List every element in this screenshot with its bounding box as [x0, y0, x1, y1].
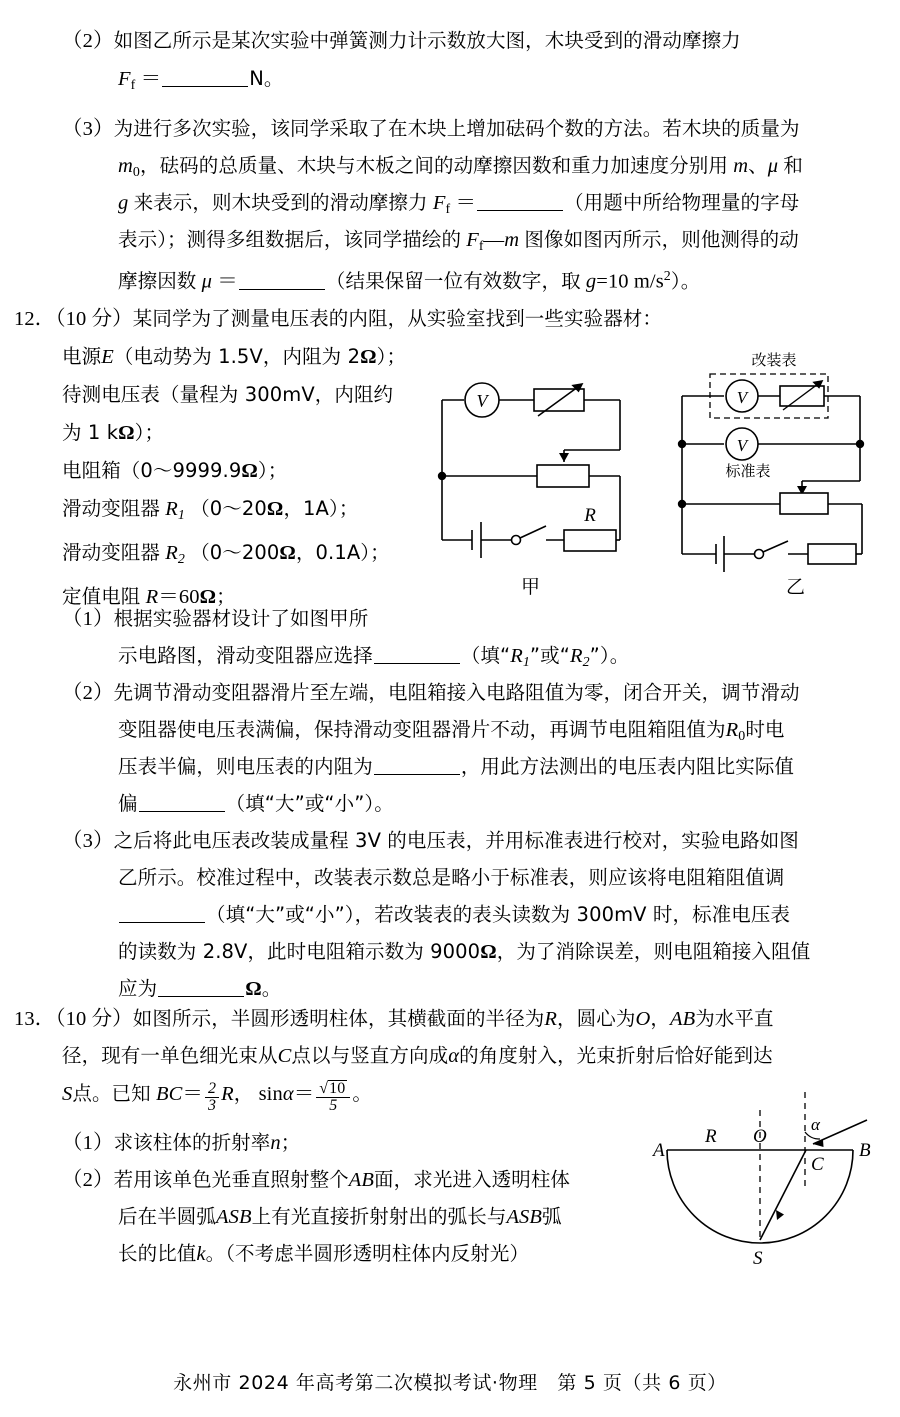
q13-score: （10 分）: [55, 1008, 133, 1030]
q13-part1-marker: （1）: [62, 1132, 114, 1154]
answer-blank-q12-2b[interactable]: [139, 792, 225, 812]
q13-number: 13．: [14, 1008, 56, 1030]
ohm-symbol-6: Ω: [199, 585, 217, 608]
q12-part2-text3b: ，用此方法测出的电压表内阻比实际值: [460, 755, 795, 778]
q12-part3-line1: [62, 822, 799, 860]
q11-Ff-sub3: f: [478, 238, 484, 254]
eq0-a: 电源: [62, 345, 102, 368]
ohm-symbol-8: Ω: [245, 978, 262, 1000]
q11-Ff-var2: F: [432, 192, 446, 214]
q11-m-var: m: [733, 155, 749, 177]
q13-R-var: R: [544, 1008, 558, 1030]
q13-text1: 如图所示，半圆形透明柱体，其横截面的半径为: [132, 1007, 545, 1030]
q11-g-var2: g: [585, 270, 597, 293]
q13-eq1: ＝: [182, 1083, 204, 1105]
q13-k-var: k: [196, 1243, 206, 1265]
q13-part2-line2: [118, 1198, 562, 1236]
q13-S-var: S: [62, 1083, 73, 1105]
voltmeter-glyph-2: V: [736, 388, 748, 407]
q12-part2-text4b: （填“大”或“小”）。: [225, 792, 394, 815]
ohm-symbol-5: Ω: [279, 541, 296, 564]
label-C: C: [811, 1154, 824, 1175]
q11-part3-text4: 表示）；测得多组数据后，该同学描绘的: [118, 228, 462, 251]
eq3-c: ）；: [257, 459, 288, 482]
label-A: A: [653, 1140, 665, 1161]
frac-den-1: 3: [208, 1096, 217, 1114]
q11-m0-var: m: [118, 155, 133, 177]
q12-part2-text2b: 时电: [745, 718, 785, 741]
q11-g-val: =10 m/s: [596, 270, 664, 293]
q12-part2-text2: 变阻器使电压表满偏，保持滑动变阻器滑片不动，再调节电阻箱阻值为: [118, 718, 726, 741]
q13-n-var: n: [270, 1132, 281, 1154]
q12-part3-text1: 之后将此电压表改装成量程 3V 的电压表，并用标准表进行校对，实验电路如图: [113, 829, 799, 852]
q11-g-exp: 2: [663, 269, 671, 284]
circuit-diagram-yi: [662, 348, 884, 576]
q11-part3-text5: 摩擦因数: [118, 269, 197, 293]
eq4-b: （0～20: [190, 497, 267, 520]
q13-ASB-var2: ASB: [506, 1206, 543, 1228]
voltmeter-glyph-1: V: [476, 391, 488, 411]
q13-part2-text3: 长的比值: [118, 1242, 197, 1265]
q13-line2: [62, 1037, 773, 1075]
answer-blank-q11-2[interactable]: [162, 67, 248, 87]
q11-Ff-sub: f: [130, 77, 136, 93]
q11-unit: N。: [249, 67, 284, 90]
label-O: O: [753, 1126, 767, 1147]
q13-eq2: ＝: [293, 1083, 315, 1105]
q13-alpha-var: α: [448, 1045, 460, 1067]
q11-and1: 和: [783, 154, 803, 177]
eq4-a: 滑动变阻器: [62, 497, 161, 520]
q11-mu-var: μ: [767, 155, 779, 177]
q11-mu-var2: μ: [201, 270, 213, 293]
eq6-a: 定值电阻: [62, 584, 141, 608]
q12-number: 12．: [14, 308, 56, 330]
answer-blank-q12-1[interactable]: [374, 644, 460, 664]
q12-part2-marker: （2）: [62, 682, 114, 704]
ohm-symbol-2: Ω: [118, 422, 135, 444]
eq5-a: 滑动变阻器: [62, 540, 161, 564]
q13-part1-text: 求该柱体的折射率: [113, 1131, 271, 1154]
page-footer: 永州市 2024 年高考第二次模拟考试·物理 第 5 页（共 6 页）: [173, 1372, 727, 1394]
q13-text2b: 点以与竖直方向成: [291, 1044, 449, 1067]
q11-part3-line1: [62, 110, 800, 148]
q13-O-var: O: [635, 1008, 651, 1030]
q13-part1: [62, 1124, 300, 1162]
q12-equipment-list: [62, 338, 406, 616]
equipment-item-5: [62, 534, 406, 578]
q11-Ff-sub2: f: [445, 201, 451, 217]
equipment-item-2: [62, 414, 406, 452]
q11-m0-sub: 0: [132, 164, 140, 180]
eq2-a: 为 1 k: [62, 421, 119, 444]
q11-Ff-var3: F: [466, 229, 479, 251]
q12-part3-marker: （3）: [62, 830, 114, 852]
eq0-var: E: [101, 346, 114, 368]
q13-period: 。: [352, 1082, 372, 1105]
q11-eq: ＝: [140, 68, 162, 90]
q13-ASB-var: ASB: [216, 1206, 252, 1228]
eq3-a: 电阻箱（0～9999.9: [62, 459, 242, 482]
q12-stem-text: 某同学为了测量电压表的内阻，从实验室找到一些实验器材：: [132, 307, 662, 330]
q13-alpha-var2: α: [282, 1083, 294, 1105]
q12-part3-text4b: ，为了消除误差，则电阻箱接入阻值: [496, 940, 811, 963]
q13-part2-marker: （2）: [62, 1169, 114, 1191]
label-R: R: [705, 1126, 717, 1147]
q11-part2-marker: （2）: [62, 30, 114, 52]
q12-R2-sub: 2: [582, 654, 590, 670]
q11-part2-line1: [62, 22, 741, 60]
ohm-symbol-4: Ω: [266, 498, 284, 520]
voltmeter-glyph-3: V: [736, 436, 748, 455]
fraction-sqrt10-5: [316, 1080, 350, 1115]
equipment-item-0: [62, 338, 406, 376]
q12-part1-marker: （1）: [62, 608, 114, 630]
frac-num-1: 2: [205, 1081, 219, 1098]
label-alpha: α: [811, 1115, 820, 1134]
q11-eq3: ＝: [217, 270, 238, 293]
eq0-c: ）；: [376, 345, 407, 368]
answer-blank-q11-3b[interactable]: [239, 270, 325, 290]
q13-comma2: ，: [233, 1082, 254, 1105]
q12-part2-text4: 偏: [118, 792, 138, 815]
figure-caption-jia: 甲: [521, 576, 541, 598]
q12-part1-text2: 示电路图，滑动变阻器应选择: [118, 644, 373, 667]
q12-R1-var: R: [510, 645, 523, 667]
q12-part3-line3: [118, 896, 790, 934]
q13-sin: sin: [258, 1083, 283, 1105]
q12-R0-sub: 0: [738, 728, 746, 744]
q11-Ff-var: F: [118, 68, 131, 90]
q13-part2-text2c: 弧: [542, 1205, 562, 1228]
q13-part2-line1: [62, 1161, 570, 1199]
q11-part3-line5: [118, 258, 700, 301]
fraction-2-3: [205, 1081, 219, 1115]
eq6-b: ＝60: [158, 585, 200, 608]
label-S: S: [753, 1248, 763, 1269]
q11-part3-marker: （3）: [62, 118, 114, 140]
eq5-b: （0～200: [190, 540, 280, 564]
eq1-a: 待测电压表（量程为 300mV，内阻约: [62, 383, 394, 406]
q11-part3-note: （用题中所给物理量的字母: [564, 191, 800, 214]
q12-part3-text5: 应为: [118, 977, 158, 1000]
eq2-c: ）；: [134, 421, 165, 444]
q12-part2-text1: 先调节滑动变阻器滑片至左端，电阻箱接入电路阻值为零，闭合开关，调节滑动: [113, 681, 800, 704]
q13-comma1: ，: [650, 1007, 670, 1030]
q12-part3-line2: [118, 859, 784, 897]
eq5-var: R: [165, 541, 178, 564]
q13-part2-text1: 若用该单色光垂直照射整个: [113, 1168, 349, 1191]
circuit-diagram-jia: [424, 358, 639, 573]
ohm-symbol-7: Ω: [480, 941, 497, 963]
q12-or: ”或“: [529, 644, 570, 667]
q13-part2-text1b: 面，求光进入透明柱体: [374, 1168, 571, 1191]
q12-R1-sub: 1: [522, 654, 530, 670]
answer-blank-q12-2a[interactable]: [374, 755, 460, 775]
q13-text3: 点。已知: [72, 1082, 151, 1105]
q13-line1: [14, 1000, 774, 1038]
q11-part2-text: 如图乙所示是某次实验中弹簧测力计示数放大图，木块受到的滑动摩擦力: [113, 29, 741, 52]
q13-part1-semicolon: ；: [280, 1131, 301, 1154]
eq0-b: （电动势为 1.5V，内阻为 2: [113, 345, 361, 368]
label-B: B: [859, 1140, 871, 1161]
q12-part2-line1: [62, 674, 800, 712]
eq5-c: ，0.1A）；: [295, 540, 390, 564]
q13-line3: [62, 1074, 372, 1114]
q12-R0-var: R: [725, 719, 739, 741]
q13-part2-line3: [118, 1235, 529, 1273]
q12-part1-fill-close: ”）。: [589, 644, 630, 667]
q13-part2-text3b: 。（不考虑半圆形透明柱体内反射光）: [205, 1242, 530, 1265]
figure-caption-yi: 乙: [786, 576, 806, 598]
q12-part3-text3: （填“大”或“小”），若改装表的表头读数为 300mV 时，标准电压表: [206, 903, 791, 926]
equipment-item-4: [62, 490, 406, 534]
answer-blank-q12-3a[interactable]: [119, 903, 205, 923]
frac-den-2: 5: [329, 1096, 338, 1114]
q11-g-var: g: [118, 192, 129, 214]
q11-part3-text4b: 图像如图丙所示，则他测得的动: [524, 228, 799, 251]
eq6-c: ；: [216, 584, 236, 608]
q13-BC-var: BC: [156, 1083, 183, 1105]
q11-part3-text1: 为进行多次实验，该同学采取了在木块上增加砝码个数的方法。若木块的质量为: [113, 117, 800, 140]
sqrt-radicand: 10: [329, 1079, 346, 1097]
q13-text2: 径，现有一单色细光束从: [62, 1044, 278, 1067]
q12-part2-line3: [118, 748, 794, 786]
q12-R2-var: R: [569, 645, 583, 667]
q13-part2-text2b: 上有光直接折射射出的弧长与: [251, 1205, 507, 1228]
q12-part2-line4: [118, 785, 394, 823]
resistor-label-R: R: [584, 505, 596, 526]
q12-part1-fill-open: （填“: [460, 644, 511, 667]
q13-C-var: C: [277, 1045, 292, 1067]
q11-part3-text2: ，砝码的总质量、木块与木板之间的动摩擦因数和重力加速度分别用: [139, 154, 728, 177]
q13-AB-var2: AB: [348, 1169, 375, 1191]
frac-num-2: √10: [316, 1080, 350, 1098]
answer-blank-q12-3b[interactable]: [158, 977, 244, 997]
q11-sep1: 、: [748, 154, 768, 177]
q12-stem-line: [14, 300, 662, 338]
label-standard-meter: 标准表: [725, 462, 771, 480]
q13-part2-text2: 后在半圆弧: [118, 1205, 217, 1228]
q12-part3-text4: 的读数为 2.8V，此时电阻箱示数为 9000: [118, 940, 481, 963]
q11-dash: —: [483, 229, 505, 251]
q12-part3-text5b: 。: [261, 977, 282, 1000]
q11-part2-formula: [118, 60, 284, 104]
equipment-item-3: [62, 452, 406, 490]
q11-m-var2: m: [504, 229, 520, 251]
q13-text1d: 为水平直: [695, 1007, 774, 1030]
q12-part2-text3: 压表半偏，则电压表的内阻为: [118, 755, 373, 778]
q11-part3-text3: 来表示，则木块受到的滑动摩擦力: [133, 191, 428, 214]
q13-text1b: ，圆心为: [557, 1007, 636, 1030]
q12-part3-line4: [118, 933, 810, 971]
eq4-sub: 1: [177, 507, 185, 523]
q11-part3-text5b: （结果保留一位有效数字，取: [325, 269, 581, 293]
q12-part1-text1: 根据实验器材设计了如图甲所: [113, 607, 369, 630]
q13-text2c: 的角度射入，光束折射后恰好能到达: [459, 1044, 773, 1067]
ohm-symbol-3: Ω: [241, 460, 258, 482]
q13-AB-var: AB: [669, 1008, 696, 1030]
q11-part3-end: ）。: [670, 269, 701, 293]
eq6-var: R: [145, 585, 159, 608]
label-modified-meter: 改装表: [751, 351, 797, 369]
q12-part1-line1: [62, 600, 368, 638]
eq4-var: R: [165, 498, 178, 520]
q11-eq2: ＝: [455, 192, 477, 214]
q12-part3-text2: 乙所示。校准过程中，改装表示数总是略小于标准表，则应该将电阻箱阻值调: [118, 866, 785, 889]
ohm-symbol: Ω: [360, 346, 377, 368]
eq4-c: ，1A）；: [283, 497, 359, 520]
answer-blank-q11-3a[interactable]: [477, 191, 563, 211]
optics-diagram: [645, 1092, 890, 1282]
equipment-item-1: [62, 376, 406, 414]
q12-score: （10 分）: [55, 308, 133, 330]
eq5-sub: 2: [177, 551, 185, 567]
q13-R-var2: R: [221, 1083, 234, 1105]
